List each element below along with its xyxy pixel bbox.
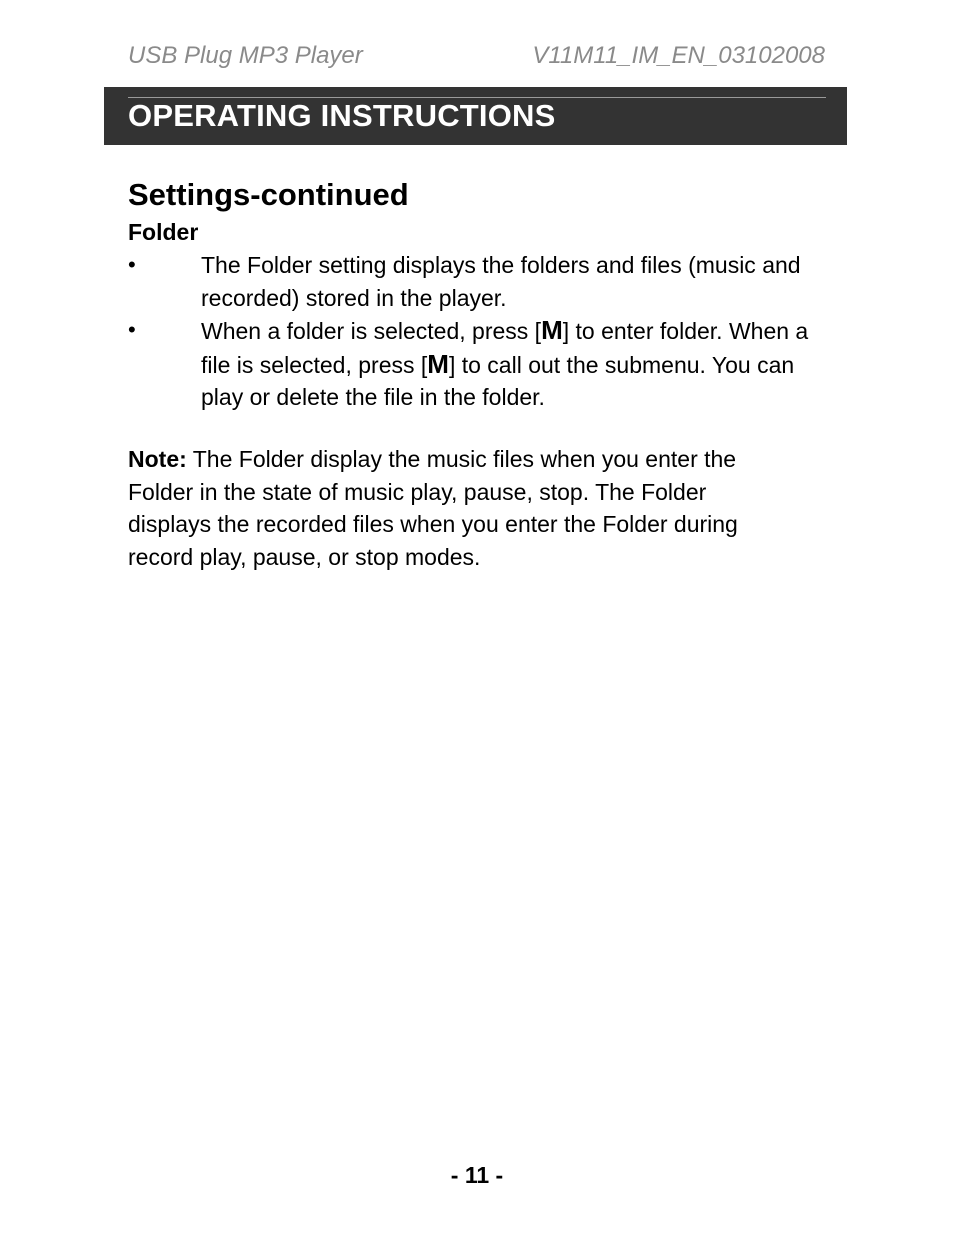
note-paragraph — [128, 443, 788, 573]
bullet-icon: • — [128, 252, 136, 277]
bullet-icon: • — [128, 317, 136, 342]
page-title: Settings-continued — [128, 177, 409, 212]
subsection-title: Folder — [128, 219, 199, 245]
header-document-code: V11M11_IM_EN_03102008 — [532, 42, 825, 69]
page-number: - 11 - — [450, 1162, 504, 1188]
note-label: Note: — [128, 446, 187, 472]
list-item-text-part: ] to enter folder. When a file is selected, press [ — [201, 318, 809, 378]
header-product-name: USB Plug MP3 Player — [128, 42, 363, 69]
m-key-label: M — [541, 315, 563, 345]
note-text: The Folder display the music files when you enter the Folder in the state of music play, pause, stop. The Folder displays the recorded files when you enter the Folder during record play, pause, or stop modes. — [128, 446, 738, 570]
list-item-text-part: ] to call out the submenu. You can play or delete the file in the folder. — [201, 351, 795, 410]
list-item-text — [201, 314, 831, 414]
banner-title: OPERATING INSTRUCTIONS — [128, 98, 556, 133]
m-key-label: M — [427, 348, 449, 379]
section-banner — [104, 87, 847, 145]
list-item-text: The Folder setting displays the folders and files (music and recorded) stored in the player. — [201, 252, 801, 311]
list-item-text-part: When a folder is selected, press [ — [201, 318, 542, 344]
